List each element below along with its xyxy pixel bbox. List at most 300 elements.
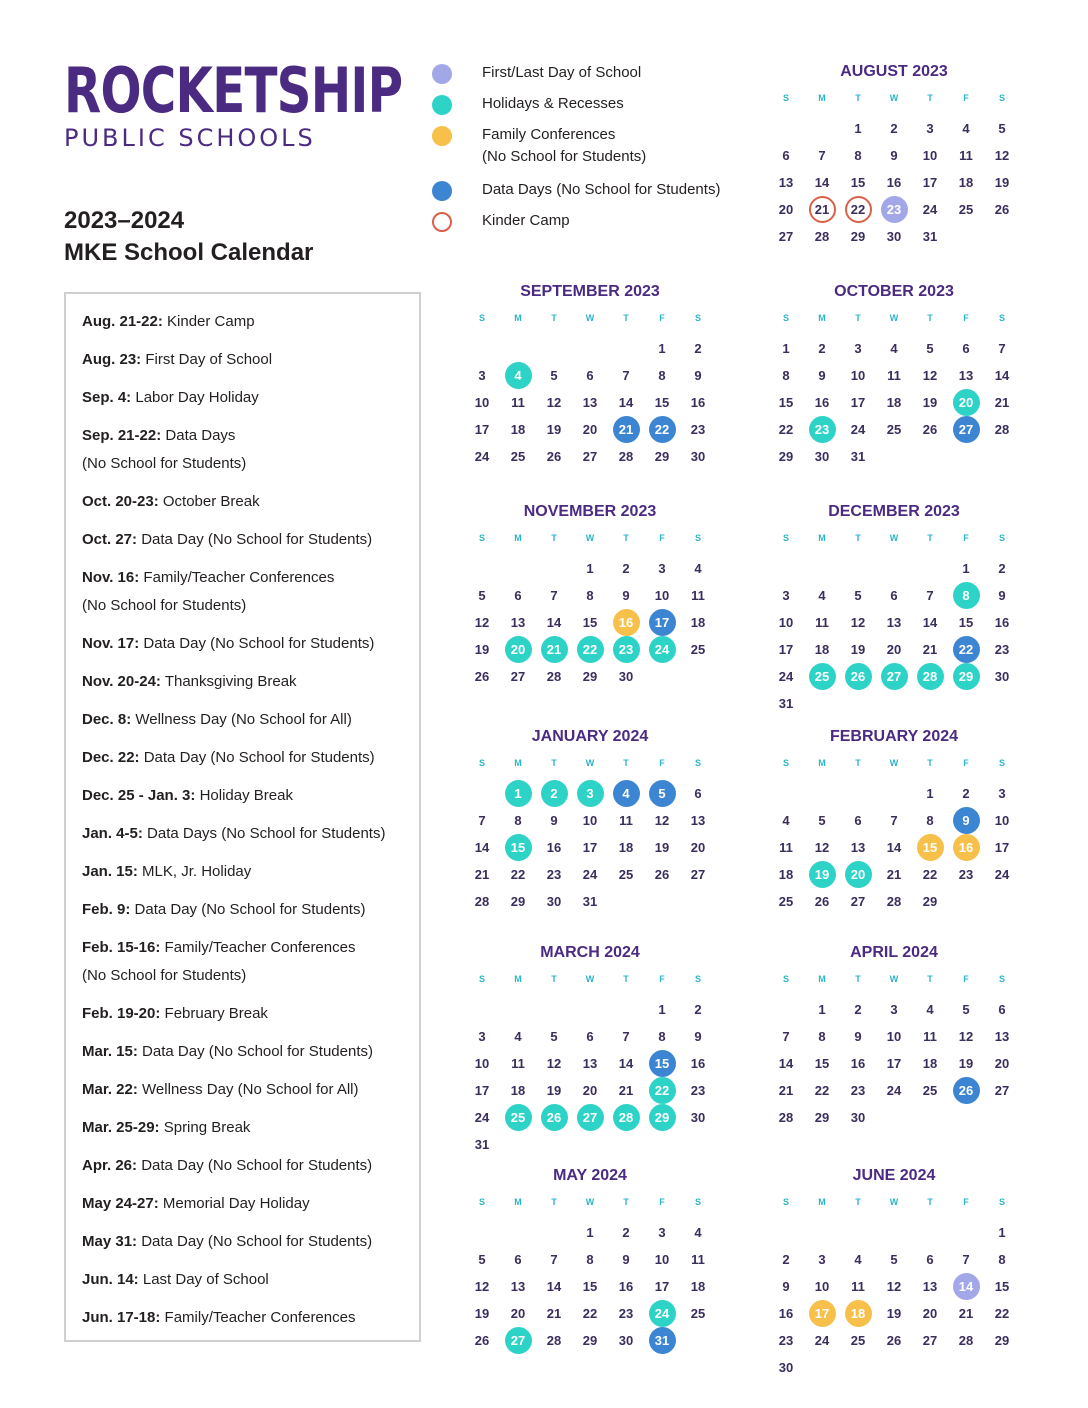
- month-grid: [768, 308, 1020, 470]
- day-data: 9: [953, 807, 980, 834]
- month-title: JUNE 2024: [852, 1167, 936, 1184]
- empty-cell: [500, 555, 536, 582]
- day: 19: [546, 422, 562, 437]
- legend-item-first-last-day: [432, 62, 752, 84]
- event-item: [82, 1228, 419, 1256]
- day: 22: [994, 1306, 1010, 1321]
- day: 26: [994, 202, 1010, 217]
- day: 28: [546, 669, 562, 684]
- empty-cell: [464, 780, 500, 807]
- day: 13: [886, 615, 902, 630]
- month-grid: [464, 528, 716, 690]
- weekday-header: T: [551, 313, 557, 323]
- day: 24: [474, 449, 490, 464]
- month-calendar: [768, 943, 1020, 1131]
- event-item: [82, 1190, 419, 1218]
- empty-cell: [464, 555, 500, 582]
- empty-cell: [876, 555, 912, 582]
- day: 1: [818, 1002, 826, 1017]
- day-holiday: 24: [649, 636, 676, 663]
- month-calendar: [464, 943, 716, 1158]
- weekday-header: T: [927, 1197, 933, 1207]
- day: 14: [922, 615, 938, 630]
- day: 11: [691, 588, 705, 603]
- day: 28: [886, 894, 902, 909]
- event-date: Nov. 20-24:: [82, 673, 161, 690]
- day: 12: [546, 1056, 562, 1071]
- event-item: [82, 1076, 419, 1104]
- day: 28: [958, 1333, 974, 1348]
- day: 6: [586, 1029, 594, 1044]
- day-conf: 18: [845, 1300, 872, 1327]
- day: 29: [778, 449, 794, 464]
- weekday-header: S: [782, 758, 789, 768]
- event-date: Dec. 8:: [82, 711, 132, 728]
- weekday-header: T: [623, 974, 629, 984]
- day: 15: [582, 1279, 598, 1294]
- weekday-header: W: [585, 313, 595, 323]
- day: 30: [618, 1333, 634, 1348]
- day: 16: [546, 840, 562, 855]
- day: 15: [778, 395, 794, 410]
- legend-label: Holidays & Recesses: [482, 95, 624, 112]
- day: 2: [782, 1252, 790, 1267]
- day: 18: [922, 1056, 938, 1071]
- day: 9: [854, 1029, 862, 1044]
- day: 26: [474, 669, 490, 684]
- day: 15: [582, 615, 598, 630]
- empty-cell: [912, 555, 948, 582]
- legend-item-family-conferences: [432, 124, 752, 168]
- empty-cell: [768, 115, 804, 142]
- day: 29: [582, 1333, 598, 1348]
- day: 17: [474, 1083, 490, 1098]
- day-kinder: 21: [809, 196, 836, 223]
- weekday-header: W: [585, 758, 595, 768]
- event-date: Mar. 25-29:: [82, 1119, 160, 1136]
- month-grid: [768, 528, 1020, 717]
- day: 3: [926, 121, 934, 136]
- day: 23: [618, 1306, 634, 1321]
- day: 16: [690, 395, 706, 410]
- event-item: [82, 630, 419, 658]
- day: 8: [658, 1029, 666, 1044]
- weekday-header: F: [963, 1197, 969, 1207]
- day: 7: [818, 148, 826, 163]
- day: 25: [618, 867, 634, 882]
- weekday-header: T: [623, 313, 629, 323]
- legend: [432, 62, 752, 241]
- event-description: Data Day (No School for Students): [143, 635, 375, 652]
- day: 17: [922, 175, 938, 190]
- event-date: Dec. 25 - Jan. 3:: [82, 787, 196, 804]
- event-date: Feb. 9:: [82, 901, 131, 918]
- day: 27: [778, 229, 794, 244]
- day: 14: [778, 1056, 794, 1071]
- day: 8: [818, 1029, 826, 1044]
- day: 6: [514, 1252, 522, 1267]
- day: 19: [474, 1306, 490, 1321]
- weekday-header: T: [855, 313, 861, 323]
- day: 10: [474, 1056, 490, 1071]
- day-holiday: 29: [649, 1104, 676, 1131]
- event-description: Family/Teacher Conferences (No School for Students): [82, 569, 335, 614]
- event-item: [82, 896, 419, 924]
- weekday-header: F: [963, 758, 969, 768]
- day: 13: [510, 1279, 526, 1294]
- day-holiday: 29: [953, 663, 980, 690]
- logo-wordmark: ROCKETSHIP: [64, 54, 403, 127]
- empty-cell: [804, 115, 840, 142]
- day: 5: [550, 1029, 558, 1044]
- event-description: February Break: [164, 1005, 268, 1022]
- day: 4: [962, 121, 970, 136]
- event-item: [82, 1152, 419, 1180]
- day: 10: [654, 588, 670, 603]
- legend-item-holidays: [432, 93, 752, 115]
- event-description: Spring Break: [163, 1119, 251, 1136]
- day: 3: [854, 341, 862, 356]
- day: 23: [546, 867, 562, 882]
- event-description: Data Day (No School for Students): [141, 1157, 373, 1174]
- day: 14: [618, 395, 634, 410]
- month-grid: [768, 753, 1020, 915]
- event-description: Thanksgiving Break: [164, 673, 297, 690]
- empty-cell: [768, 1219, 804, 1246]
- day: 9: [550, 813, 558, 828]
- empty-cell: [572, 335, 608, 362]
- day: 5: [890, 1252, 898, 1267]
- day: 21: [922, 642, 938, 657]
- event-description: October Break: [162, 493, 260, 510]
- day: 28: [778, 1110, 794, 1125]
- day: 26: [546, 449, 562, 464]
- weekday-header: S: [478, 974, 485, 984]
- day: 24: [778, 669, 794, 684]
- weekday-header: M: [514, 313, 522, 323]
- empty-cell: [768, 780, 804, 807]
- day-data: 17: [649, 609, 676, 636]
- event-item: [82, 346, 419, 374]
- day: 4: [854, 1252, 862, 1267]
- legend-label: Data Days (No School for Students): [482, 181, 721, 198]
- day: 3: [818, 1252, 826, 1267]
- event-date: Aug. 23:: [82, 351, 142, 368]
- day: 1: [962, 561, 970, 576]
- day: 10: [814, 1279, 830, 1294]
- day: 2: [694, 1002, 702, 1017]
- weekday-header: S: [998, 93, 1005, 103]
- day: 5: [478, 588, 486, 603]
- empty-cell: [768, 996, 804, 1023]
- weekday-header: S: [694, 974, 701, 984]
- day: 27: [690, 867, 706, 882]
- empty-cell: [804, 555, 840, 582]
- day: 15: [958, 615, 974, 630]
- day-holiday: 20: [845, 861, 872, 888]
- weekday-header: T: [551, 974, 557, 984]
- month-grid: [464, 308, 716, 470]
- day: 21: [618, 1083, 634, 1098]
- month-grid: [768, 1192, 1020, 1381]
- day: 19: [994, 175, 1010, 190]
- day: 24: [886, 1083, 902, 1098]
- day: 7: [782, 1029, 790, 1044]
- day: 13: [994, 1029, 1010, 1044]
- event-item: [82, 668, 419, 696]
- event-date: May 31:: [82, 1233, 138, 1250]
- empty-cell: [536, 555, 572, 582]
- event-description: Family/Teacher Conferences (No School for Students): [82, 939, 356, 984]
- weekday-header: F: [963, 93, 969, 103]
- day: 17: [778, 642, 794, 657]
- day: 1: [854, 121, 862, 136]
- day: 26: [886, 1333, 902, 1348]
- month-title: APRIL 2024: [850, 944, 938, 961]
- day-holiday: 27: [881, 663, 908, 690]
- weekday-header: S: [478, 758, 485, 768]
- day: 25: [690, 1306, 706, 1321]
- event-item: [82, 782, 419, 810]
- month-calendar: [768, 282, 1020, 470]
- day: 1: [782, 341, 790, 356]
- day: 28: [994, 422, 1010, 437]
- weekday-header: W: [889, 533, 899, 543]
- day: 3: [998, 786, 1006, 801]
- weekday-header: S: [694, 1197, 701, 1207]
- empty-cell: [536, 335, 572, 362]
- month-calendar: [768, 502, 1020, 717]
- day: 21: [886, 867, 902, 882]
- day: 26: [922, 422, 938, 437]
- day: 6: [854, 813, 862, 828]
- day: 24: [994, 867, 1010, 882]
- month-grid: [464, 1192, 716, 1354]
- day: 14: [474, 840, 490, 855]
- day: 1: [926, 786, 934, 801]
- day: 17: [654, 1279, 670, 1294]
- day-conf: 16: [953, 834, 980, 861]
- event-item: [82, 384, 419, 412]
- weekday-header: T: [855, 93, 861, 103]
- day: 7: [926, 588, 934, 603]
- event-date: Mar. 22:: [82, 1081, 138, 1098]
- month-calendar: [768, 1166, 1020, 1381]
- day: 8: [514, 813, 522, 828]
- day: 6: [782, 148, 790, 163]
- day: 25: [510, 449, 526, 464]
- day: 14: [546, 1279, 562, 1294]
- day: 20: [994, 1056, 1010, 1071]
- weekday-header: T: [623, 533, 629, 543]
- day: 23: [994, 642, 1010, 657]
- day: 30: [850, 1110, 866, 1125]
- day-data: 22: [649, 416, 676, 443]
- event-item: [82, 1038, 419, 1066]
- day: 11: [887, 368, 901, 383]
- day: 7: [478, 813, 486, 828]
- day: 8: [586, 1252, 594, 1267]
- day: 16: [886, 175, 902, 190]
- day: 15: [994, 1279, 1010, 1294]
- day: 9: [890, 148, 898, 163]
- day: 19: [922, 395, 938, 410]
- day: 6: [998, 1002, 1006, 1017]
- day: 24: [922, 202, 938, 217]
- day: 6: [962, 341, 970, 356]
- event-date: Oct. 20-23:: [82, 493, 159, 510]
- day: 13: [582, 395, 598, 410]
- event-date: Feb. 15-16:: [82, 939, 161, 956]
- day: 29: [582, 669, 598, 684]
- day: 14: [994, 368, 1010, 383]
- day: 13: [850, 840, 866, 855]
- day: 11: [959, 148, 973, 163]
- day: 3: [478, 1029, 486, 1044]
- event-date: Nov. 16:: [82, 569, 140, 586]
- event-item: [82, 820, 419, 848]
- weekday-header: T: [855, 758, 861, 768]
- day: 5: [550, 368, 558, 383]
- weekday-header: F: [963, 313, 969, 323]
- event-date: Jan. 4-5:: [82, 825, 143, 842]
- day: 27: [922, 1333, 938, 1348]
- day: 6: [926, 1252, 934, 1267]
- day: 5: [998, 121, 1006, 136]
- event-item: [82, 934, 419, 990]
- day: 3: [478, 368, 486, 383]
- event-date: Sep. 4:: [82, 389, 132, 406]
- weekday-header: F: [659, 313, 665, 323]
- day: 12: [546, 395, 562, 410]
- event-item: [82, 422, 419, 478]
- event-description: Last Day of School: [142, 1271, 269, 1288]
- day-data: 26: [953, 1077, 980, 1104]
- day-holiday: 1: [505, 780, 532, 807]
- day: 19: [654, 840, 670, 855]
- day: 6: [514, 588, 522, 603]
- title-calendar-name: MKE School Calendar: [64, 239, 314, 266]
- empty-cell: [840, 555, 876, 582]
- day: 16: [850, 1056, 866, 1071]
- month-calendar: [464, 727, 716, 915]
- empty-cell: [464, 1219, 500, 1246]
- day: 10: [778, 615, 794, 630]
- day-holiday: 24: [649, 1300, 676, 1327]
- month-title: MAY 2024: [553, 1167, 627, 1184]
- day: 20: [582, 422, 598, 437]
- title-year: 2023–2024: [64, 207, 185, 234]
- empty-cell: [464, 335, 500, 362]
- weekday-header: M: [514, 974, 522, 984]
- day: 7: [622, 1029, 630, 1044]
- legend-dot-icon: [432, 126, 452, 146]
- day-data: 15: [649, 1050, 676, 1077]
- weekday-header: M: [818, 974, 826, 984]
- day: 9: [818, 368, 826, 383]
- day: 12: [958, 1029, 974, 1044]
- day: 5: [962, 1002, 970, 1017]
- empty-cell: [948, 1219, 984, 1246]
- day: 31: [582, 894, 598, 909]
- day: 21: [546, 1306, 562, 1321]
- legend-item-kinder-camp: [432, 210, 752, 232]
- day: 24: [474, 1110, 490, 1125]
- day: 3: [890, 1002, 898, 1017]
- day: 20: [510, 1306, 526, 1321]
- day: 10: [850, 368, 866, 383]
- day: 8: [926, 813, 934, 828]
- weekday-header: M: [514, 758, 522, 768]
- day: 14: [886, 840, 902, 855]
- day: 10: [582, 813, 598, 828]
- weekday-header: S: [478, 1197, 485, 1207]
- day: 22: [922, 867, 938, 882]
- day: 25: [690, 642, 706, 657]
- event-description: MLK, Jr. Holiday: [142, 863, 252, 880]
- weekday-header: S: [782, 974, 789, 984]
- legend-item-data-days: [432, 179, 752, 201]
- day: 23: [778, 1333, 794, 1348]
- day: 18: [958, 175, 974, 190]
- day: 25: [958, 202, 974, 217]
- day: 28: [546, 1333, 562, 1348]
- day-holiday: 28: [613, 1104, 640, 1131]
- month-grid: [768, 88, 1020, 250]
- weekday-header: T: [623, 758, 629, 768]
- day: 29: [814, 1110, 830, 1125]
- key-dates-list: [64, 292, 421, 1342]
- weekday-header: S: [694, 313, 701, 323]
- day: 10: [654, 1252, 670, 1267]
- event-item: [82, 308, 419, 336]
- day: 6: [890, 588, 898, 603]
- day: 29: [922, 894, 938, 909]
- month-title: AUGUST 2023: [840, 63, 948, 80]
- day: 20: [922, 1306, 938, 1321]
- event-description: Data Day (No School for Students): [141, 531, 373, 548]
- day: 9: [782, 1279, 790, 1294]
- day: 2: [622, 1225, 630, 1240]
- weekday-header: S: [998, 313, 1005, 323]
- day: 16: [778, 1306, 794, 1321]
- weekday-header: T: [927, 758, 933, 768]
- day: 9: [622, 1252, 630, 1267]
- day: 9: [694, 368, 702, 383]
- empty-cell: [840, 1219, 876, 1246]
- day: 3: [658, 1225, 666, 1240]
- weekday-header: T: [855, 1197, 861, 1207]
- day: 19: [474, 642, 490, 657]
- day-data: 31: [649, 1327, 676, 1354]
- day: 18: [886, 395, 902, 410]
- day: 14: [618, 1056, 634, 1071]
- day: 18: [510, 1083, 526, 1098]
- month-calendar: [464, 282, 716, 470]
- day: 27: [850, 894, 866, 909]
- empty-cell: [804, 1219, 840, 1246]
- weekday-header: F: [659, 1197, 665, 1207]
- day: 23: [690, 422, 706, 437]
- day: 20: [778, 202, 794, 217]
- empty-cell: [572, 996, 608, 1023]
- event-item: [82, 564, 419, 620]
- day-conf: 16: [613, 609, 640, 636]
- day: 17: [994, 840, 1010, 855]
- month-grid: [768, 969, 1020, 1131]
- month-title: DECEMBER 2023: [828, 503, 960, 520]
- day: 20: [582, 1083, 598, 1098]
